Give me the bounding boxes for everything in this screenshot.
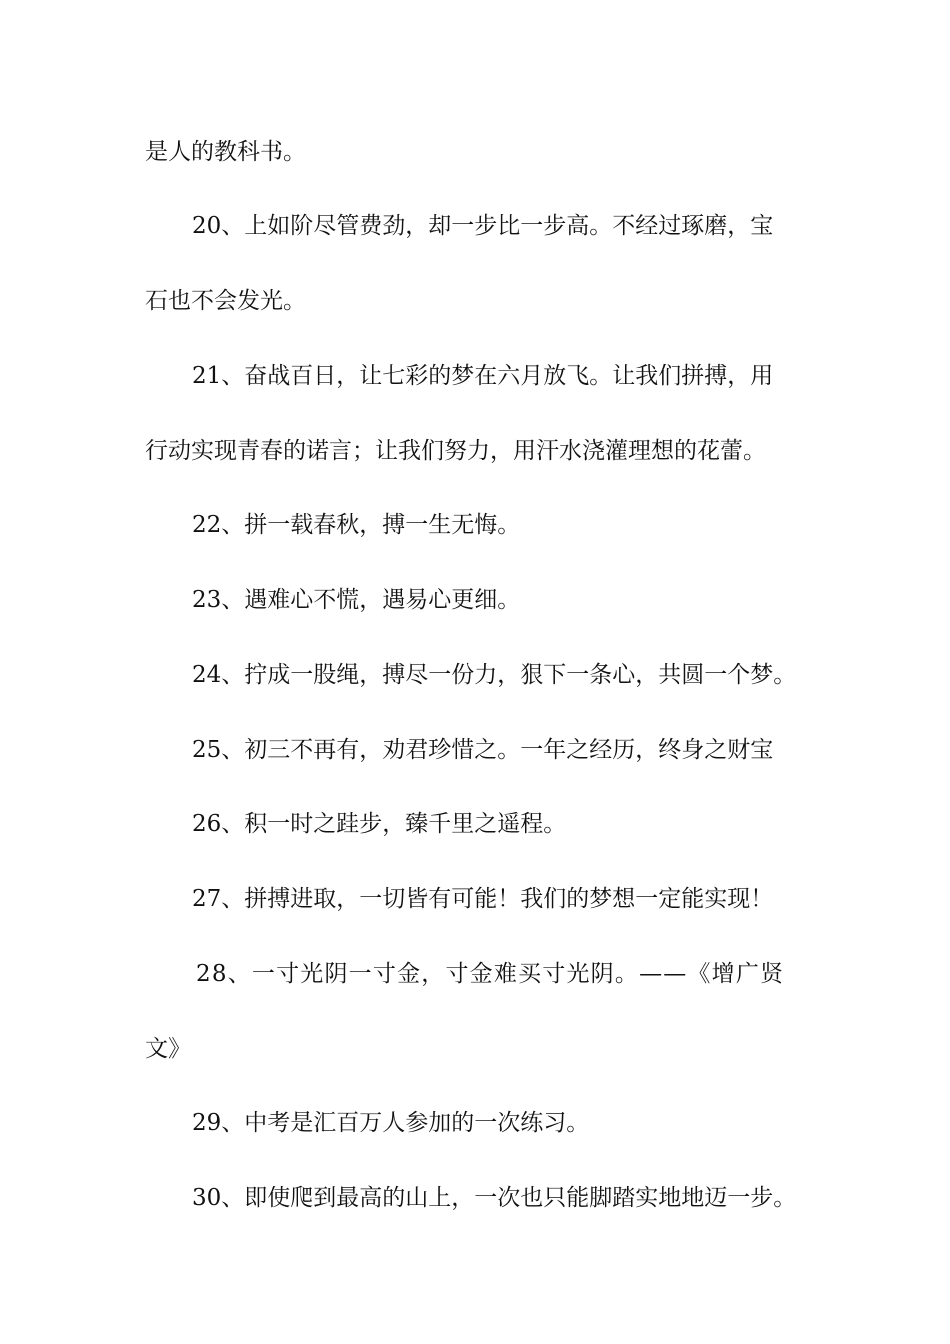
text-line-item-27: 27、拼搏进取，一切皆有可能！我们的梦想一定能实现！ (192, 886, 774, 912)
text-line-item-24: 24、拧成一股绳，搏尽一份力，狠下一条心，共圆一个梦。 (192, 662, 797, 688)
text-line-item-28: 28、一寸光阴一寸金，寸金难买寸光阴。——《增广贤 (196, 961, 785, 987)
text-line-item-28-continued: 文》 (145, 1036, 191, 1062)
text-line-item-21: 21、奋战百日，让七彩的梦在六月放飞。让我们拼搏，用 (192, 363, 774, 389)
text-line-item-20: 20、上如阶尽管费劲，却一步比一步高。不经过琢磨，宝 (192, 213, 774, 239)
text-line-item-29: 29、中考是汇百万人参加的一次练习。 (192, 1110, 590, 1136)
text-line-item-21-continued: 行动实现青春的诺言；让我们努力，用汗水浇灌理想的花蕾。 (145, 438, 766, 464)
text-line-item-25: 25、初三不再有，劝君珍惜之。一年之经历，终身之财宝 (192, 737, 774, 763)
text-line-item-26: 26、积一时之跬步，臻千里之遥程。 (192, 811, 567, 837)
text-line-item-22: 22、拼一载春秋，搏一生无悔。 (192, 512, 521, 538)
text-line-item-23: 23、遇难心不慌，遇易心更细。 (192, 587, 521, 613)
text-line-item-20-continued: 石也不会发光。 (145, 288, 306, 314)
text-line-item-30: 30、即使爬到最高的山上，一次也只能脚踏实地地迈一步。 (192, 1185, 797, 1211)
text-line-continuation-19: 是人的教科书。 (145, 139, 306, 165)
